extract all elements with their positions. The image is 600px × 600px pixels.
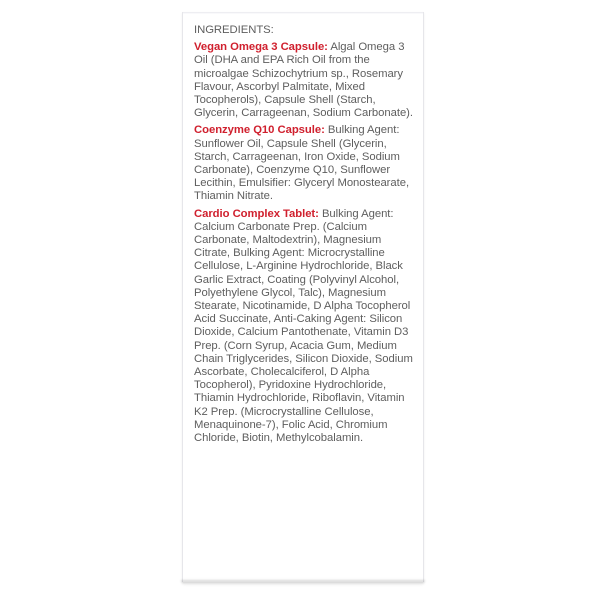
section-label: Coenzyme Q10 Capsule:: [194, 124, 325, 137]
ingredients-heading: INGREDIENTS:: [194, 24, 274, 36]
section-text: Bulking Agent: Sunflower Oil, Capsule Shell (Glycerin, Starch, Carrageenan, Iron Oxide, Sodium Carbonate), Coenzyme Q10, Sunflower Lecithin, Emulsifier: Glyceryl Monostearate, Thiamin Nitrate.: [194, 124, 410, 203]
ingredient-section-omega3: [194, 41, 416, 120]
section-label: Vegan Omega 3 Capsule:: [194, 41, 328, 54]
ingredients-list: [194, 24, 416, 449]
section-text: Bulking Agent: Calcium Carbonate Prep. (Calcium Carbonate, Maltodextrin), Magnesium Citrate, Bulking Agent: Microcrystalline Cellulose, L-Arginine Hydrochloride, Black Garlic Extract, Coating (Polyvinyl Alcohol, Polyethylene Glycol, Talc), Magnesium Stearate, Nicotinamide, D Alpha Tocopherol Acid Succinate, Anti-Caking Agent: Silicon Dioxide, Calcium Pantothenate, Vitamin D3 Prep. (Corn Syrup, Acacia Gum, Medium Chain Triglycerides, Silicon Dioxide, Sodium Ascorbate, Cholecalciferol, D Alpha Tocopherol), Pyridoxine Hydrochloride, Thiamin Hydrochloride, Riboflavin, Vitamin K2 Prep. (Microcrystalline Cellulose, Menaquinone-7), Folic Acid, Chromium Chloride, Biotin, Methylcobalamin.: [194, 207, 413, 445]
section-label: Cardio Complex Tablet:: [194, 207, 319, 220]
panel-bottom-shadow: [181, 580, 425, 586]
ingredient-section-cardio: [194, 208, 416, 446]
ingredient-section-coq10: [194, 124, 416, 203]
panel-top-edge: [183, 12, 423, 14]
package-side-panel: [182, 12, 424, 582]
section-text: Algal Omega 3 Oil (DHA and EPA Rich Oil from the microalgae Schizochytrium sp., Rosemary Flavour, Ascorbyl Palmitate, Mixed Tocopherols), Capsule Shell (Starch, Glycerin, Carrageenan, Sodium Carbonate).: [194, 41, 413, 120]
